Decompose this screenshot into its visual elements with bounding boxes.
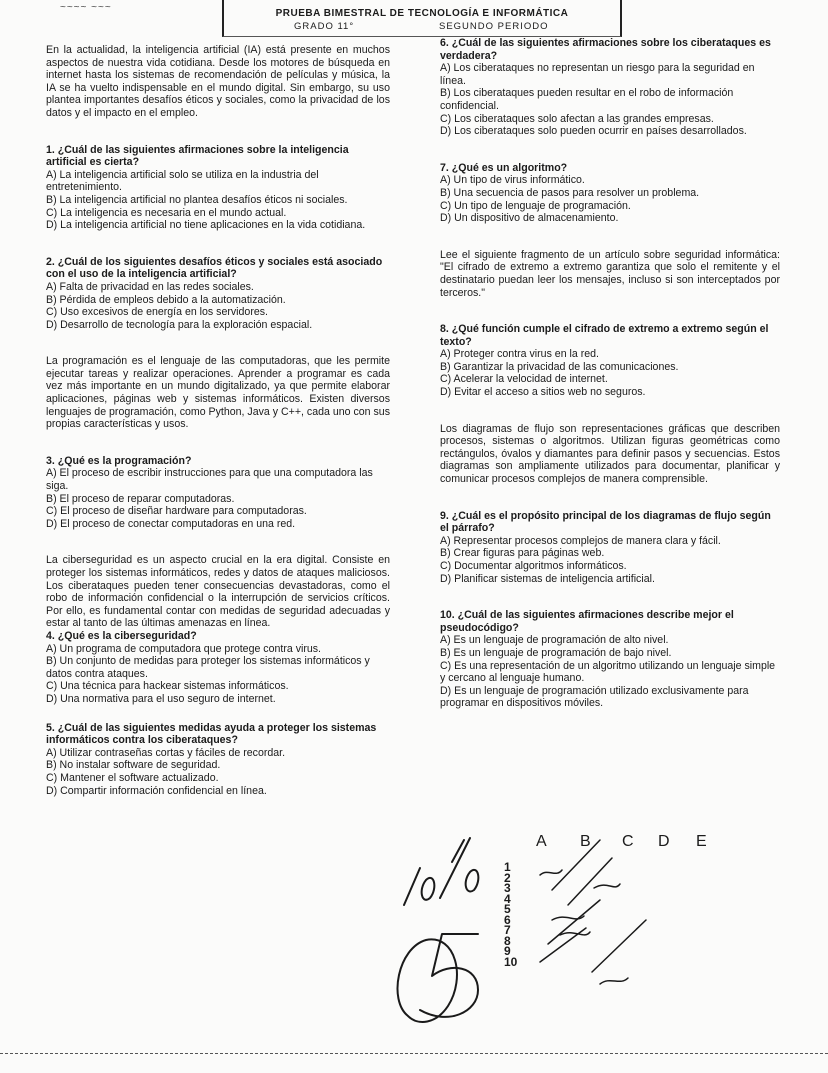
answer-tick-mark [540, 870, 562, 875]
answer-tick-mark [594, 884, 620, 888]
q10-option-a: A) Es un lenguaje de programación de alto nivel. [440, 634, 669, 647]
q10-option-c: C) Es una representación de un algoritmo utilizando un lenguaje simple y cercano al lenguaje humano. [440, 659, 776, 685]
q2-option-c: C) Uso excesivos de energía en los servidores. [46, 306, 268, 319]
answer-tick-mark [560, 932, 590, 935]
q7-option-c: C) Un tipo de lenguaje de programación. [440, 199, 631, 212]
q2-option-a: A) Falta de privacidad en las redes sociales. [46, 280, 254, 293]
answer-number: 5 [504, 902, 511, 916]
exam-grade: GRADO 11° [294, 21, 355, 32]
answer-number: 4 [504, 891, 511, 906]
q8-option-a: A) Proteger contra virus en la red. [440, 348, 599, 361]
q6-option-a: A) Los ciberataques no representan un riesgo para la seguridad en línea. [440, 62, 755, 87]
q4-option-d: D) Una normativa para el uso seguro de internet. [46, 692, 276, 705]
q2-option-d: D) Desarrollo de tecnología para la exploración espacial. [46, 318, 313, 331]
question-1: 1. ¿Cuál de las siguientes afirmaciones sobre la inteligencia artificial es cierta? [46, 143, 349, 169]
answer-number: 9 [504, 944, 511, 958]
answer-number: 10 [504, 954, 518, 969]
q1-option-c: C) La inteligencia es necesaria en el mundo actual. [46, 206, 287, 219]
q7-option-d: D) Un dispositivo de almacenamiento. [440, 212, 619, 225]
q8-option-c: C) Acelerar la velocidad de internet. [440, 373, 608, 386]
cybersecurity-text: La ciberseguridad es un aspecto crucial en la era digital. Consiste en proteger los sistemas informáticos, redes y datos de ataques maliciosos. Los ciberataques pueden tener consecuencias devastadoras, como el robo de información confidencial o la interrupción de servicios críticos. Por ello, es fundamental contar con medidas de seguridad adecuadas y estar al tanto de las últimas amenazas en línea. [46, 554, 390, 630]
q9-option-c: C) Documentar algoritmos informáticos. [440, 560, 627, 572]
q1-option-b: B) La inteligencia artificial no plantea desafíos éticos ni sociales. [46, 193, 348, 206]
question-5: 5. ¿Cuál de las siguientes medidas ayuda a proteger los sistemas informáticos contra los ciberataques? [46, 721, 377, 747]
answer-number: 6 [504, 912, 511, 927]
answer-letter-a: A [536, 833, 547, 850]
handwritten-score [404, 838, 478, 905]
q5-option-c: C) Mantener el software actualizado. [46, 771, 219, 784]
q3-option-b: B) El proceso de reparar computadoras. [46, 492, 235, 505]
q9-option-d: D) Planificar sistemas de inteligencia artificial. [440, 572, 655, 585]
answer-letter-c: C [622, 833, 634, 850]
answer-tick-mark [592, 920, 646, 972]
answer-tick-mark [552, 840, 600, 890]
q5-option-b: B) No instalar software de seguridad. [46, 759, 221, 772]
q7-option-b: B) Una secuencia de pasos para resolver un problema. [440, 186, 700, 199]
q8-option-b: B) Garantizar la privacidad de las comunicaciones. [440, 360, 679, 373]
q9-option-a: A) Representar procesos complejos de manera clara y fácil. [440, 534, 721, 547]
q7-option-a: A) Un tipo de virus informático. [440, 174, 585, 187]
exam-title: PRUEBA BIMESTRAL DE TECNOLOGÍA E INFORMÁTICA [275, 8, 569, 19]
q2-option-b: B) Pérdida de empleos debido a la automatización. [46, 293, 286, 306]
question-3: 3. ¿Qué es la programación? [46, 454, 192, 467]
answer-number: 2 [504, 870, 511, 885]
exam-period: SEGUNDO PERIODO [439, 21, 549, 32]
programming-text: La programación es el lenguaje de las computadoras, que les permite ejecutar tareas y realizar operaciones. Aprender a programar es cada vez más importante en un mundo digitalizado, ya que permite elaborar aplicaciones, páginas web y sistemas informáticos. Existen diversos lenguajes de programación, como Python, Java y C++, cada uno con sus propias características y usos. [46, 355, 390, 431]
question-10: 10. ¿Cuál de las siguientes afirmaciones describe mejor el pseudocódigo? [440, 609, 734, 634]
q6-option-c: C) Los ciberataques solo afectan a las grandes empresas. [440, 112, 714, 125]
answer-tick-mark [568, 858, 612, 905]
q9-option-b: B) Crear figuras para páginas web. [440, 547, 605, 560]
q4-option-b: B) Un conjunto de medidas para proteger los sistemas informáticos y datos contra ataques. [46, 655, 370, 680]
answer-number: 3 [504, 881, 511, 895]
q1-option-a: A) La inteligencia artificial solo se utiliza en la industria del entretenimiento. [46, 168, 319, 194]
q4-option-c: C) Una técnica para hackear sistemas informáticos. [46, 680, 289, 693]
q8-option-d: D) Evitar el acceso a sitios web no seguros. [440, 386, 646, 399]
question-8: 8. ¿Qué función cumple el cifrado de extremo a extremo según el texto? [440, 323, 769, 348]
q4-option-a: A) Un programa de computadora que protege contra virus. [46, 642, 321, 655]
handwritten-grade-0 [398, 939, 457, 1022]
question-6: 6. ¿Cuál de las siguientes afirmaciones sobre los ciberataques es verdadera? [440, 37, 771, 62]
answer-number: 1 [504, 860, 511, 874]
answer-tick-mark [600, 978, 628, 984]
answer-letter-d: D [658, 833, 670, 850]
q6-option-d: D) Los ciberataques solo pueden ocurrir en países desarrollados. [440, 125, 747, 138]
question-9: 9. ¿Cuál es el propósito principal de los diagramas de flujo según el párrafo? [440, 509, 771, 535]
q6-option-b: B) Los ciberataques pueden resultar en el robo de información confidencial. [440, 87, 734, 112]
q5-option-a: A) Utilizar contraseñas cortas y fáciles de recordar. [46, 746, 286, 759]
question-7: 7. ¿Qué es un algoritmo? [440, 161, 568, 174]
q10-option-d: D) Es un lenguaje de programación utilizado exclusivamente para programar en dispositivos móviles. [440, 684, 749, 710]
answer-letter-e: E [696, 833, 707, 850]
header-corner-mark: ~~~~ ~~~ [60, 2, 112, 13]
question-4: 4. ¿Qué es la ciberseguridad? [46, 629, 197, 642]
q3-option-c: C) El proceso de diseñar hardware para computadoras. [46, 505, 307, 518]
q5-option-d: D) Compartir información confidencial en línea. [46, 784, 267, 797]
q3-option-a: A) El proceso de escribir instrucciones para que una computadora las siga. [46, 467, 373, 493]
ai-intro-text: En la actualidad, la inteligencia artificial (IA) está presente en muchos aspectos de nuestra vida cotidiana. Desde los motores de búsqueda en internet hasta los sistemas de recomendación de películas y música, la IA se ha vuelto indispensable en el mundo digital. Sin embargo, su uso plantea importantes desafíos éticos y sociales, como la privacidad de los datos y el impacto en el empleo. [46, 44, 390, 119]
page-divider [0, 1053, 828, 1055]
q10-option-b: B) Es un lenguaje de programación de bajo nivel. [440, 646, 672, 659]
answer-letter-b: B [580, 833, 591, 850]
q3-option-d: D) El proceso de conectar computadoras en una red. [46, 517, 296, 530]
article-fragment-text: Lee el siguiente fragmento de un artículo sobre seguridad informática: "El cifrado de extremo a extremo garantiza que solo el remitente y el destinatario puedan leer los mensajes, incluso si son interceptados por terceros." [440, 248, 780, 299]
answer-number: 7 [504, 923, 511, 937]
question-2: 2. ¿Cuál de los siguientes desafíos éticos y sociales está asociado con el uso de la inteligencia artificial? [46, 255, 383, 281]
flow-diagram-text: Los diagramas de flujo son representaciones gráficas que describen procesos, sistemas o algoritmos. Utilizan figuras geométricas como rectángulos, óvalos y diamantes para definir pasos y secuencias. Estos diagramas son ampliamente utilizados para documentar, planificar y comunicar procesos complejos de manera comprensible. [440, 422, 780, 486]
q1-option-d: D) La inteligencia artificial no tiene aplicaciones en la vida cotidiana. [46, 219, 366, 232]
answer-number: 8 [504, 933, 511, 948]
